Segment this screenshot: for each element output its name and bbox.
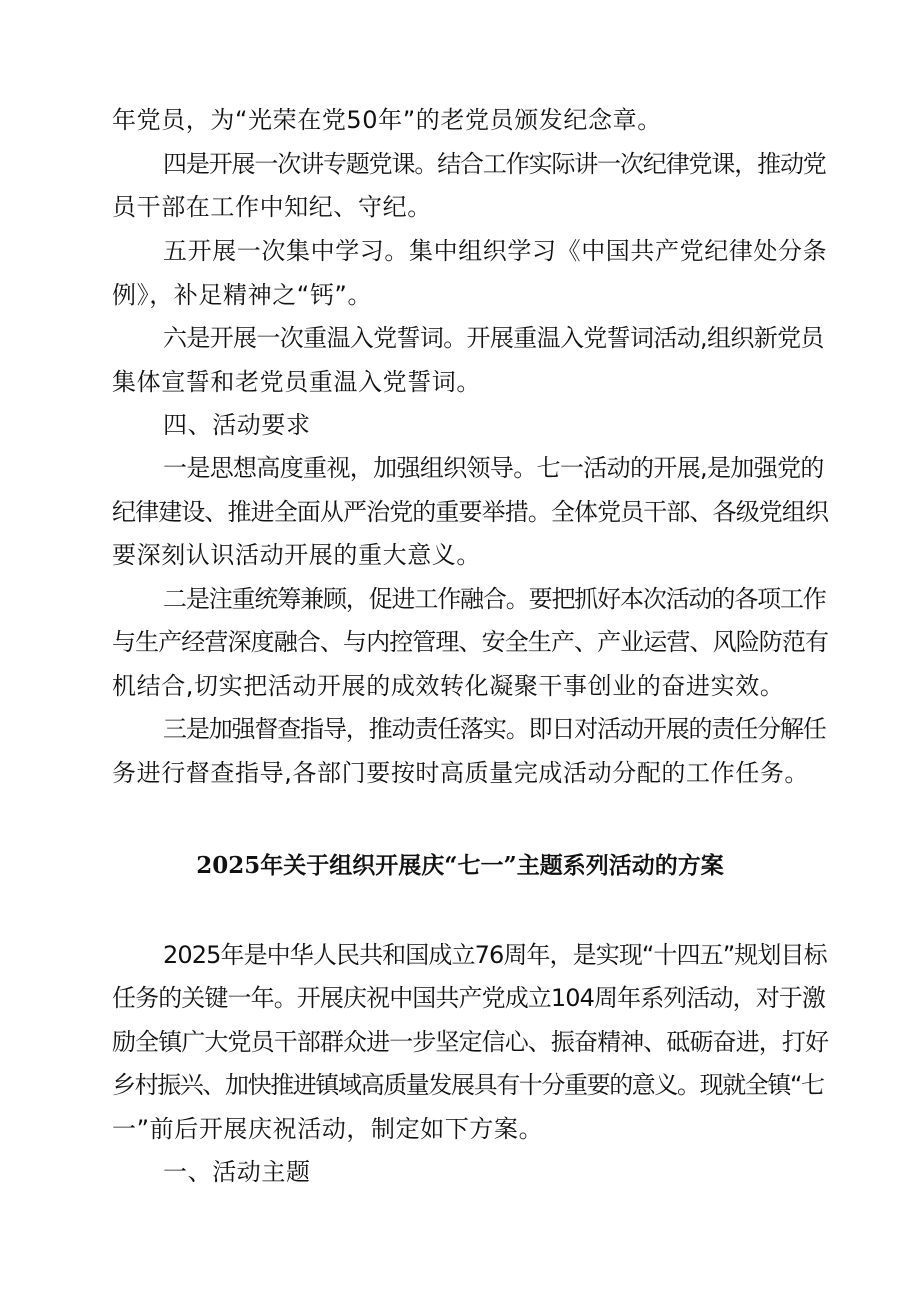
paragraph-line: 例》，补足精神之“钙”。	[112, 281, 373, 309]
paragraph-line: 年党员，为“光荣在党50年”的老党员颁发纪念章。	[112, 106, 662, 134]
section-heading: 四、活动要求	[163, 411, 311, 439]
paragraph-line: 四是开展一次讲专题党课。结合工作实际讲一次纪律党课，推动党	[163, 150, 826, 178]
paragraph-line: 集体宣誓和老党员重温入党誓词。	[112, 368, 481, 396]
paragraph-line: 二是注重统筹兼顾，促进工作融合。要把抓好本次活动的各项工作	[163, 585, 826, 613]
paragraph-line: 2025年是中华人民共和国成立76周年，是实现“十四五”规划目标	[163, 941, 827, 969]
paragraph-line: 六是开展一次重温入党誓词。开展重温入党誓词活动,组织新党员	[163, 324, 824, 352]
document-title: 2025年关于组织开展庆“七一”主题系列活动的方案	[196, 852, 724, 879]
paragraph-line: 与生产经营深度融合、与内控管理、安全生产、产业运营、风险防范有	[112, 628, 829, 656]
paragraph-line: 励全镇广大党员干部群众进一步坚定信心、振奋精神、砥砺奋进，打好	[112, 1028, 829, 1056]
paragraph-line: 机结合,切实把活动开展的成效转化凝聚干事创业的奋进实效。	[112, 672, 785, 700]
paragraph-line: 一”前后开展庆祝活动，制定如下方案。	[112, 1115, 544, 1143]
paragraph-line: 一是思想高度重视，加强组织领导。七一活动的开展,是加强党的	[163, 454, 824, 482]
paragraph-line: 员干部在工作中知纪、守纪。	[112, 193, 432, 221]
paragraph-line: 三是加强督查指导，推动责任落实。即日对活动开展的责任分解任	[163, 715, 826, 743]
paragraph-line: 乡村振兴、加快推进镇域高质量发展具有十分重要的意义。现就全镇“七	[112, 1071, 824, 1099]
paragraph-line: 要深刻认识活动开展的重大意义。	[112, 541, 481, 569]
paragraph-line: 纪律建设、推进全面从严治党的重要举措。全体党员干部、各级党组织	[112, 498, 829, 526]
paragraph-line: 务进行督查指导,各部门要按时高质量完成活动分配的工作任务。	[112, 759, 810, 787]
paragraph-line: 任务的关键一年。开展庆祝中国共产党成立104周年系列活动，对于激	[112, 984, 826, 1012]
paragraph-line: 五开展一次集中学习。集中组织学习《中国共产党纪律处分条	[163, 237, 828, 265]
section-heading: 一、活动主题	[163, 1158, 311, 1186]
